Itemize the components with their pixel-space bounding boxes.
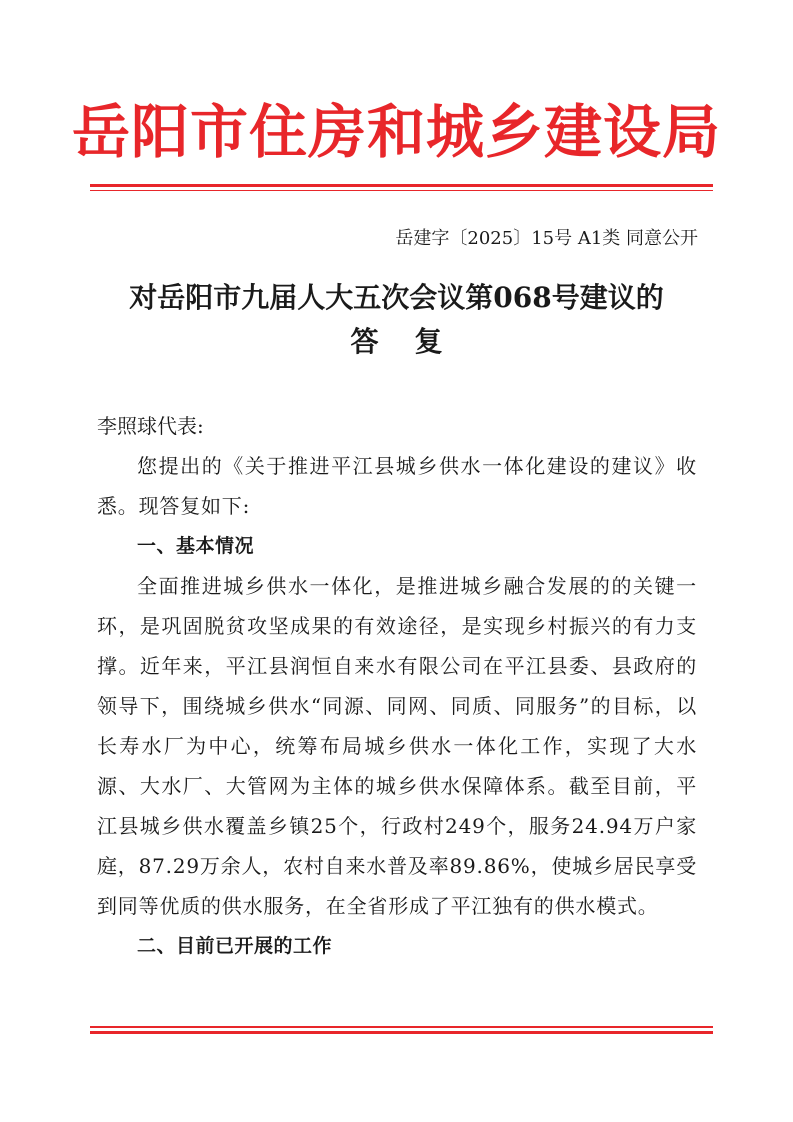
footer-rule-thin bbox=[90, 1026, 713, 1028]
document-title-line1: 对岳阳市九届人大五次会议第068号建议的 bbox=[129, 281, 664, 314]
document-number: 岳建字〔2025〕15号 A1类 同意公开 bbox=[395, 228, 698, 249]
letterhead-rule-thick bbox=[90, 184, 713, 187]
footer-rule-thick bbox=[90, 1031, 713, 1034]
section1-paragraph: 全面推进城乡供水一体化，是推进城乡融合发展的的关键一环，是巩固脱贫攻坚成果的有效途径，是实现乡村振兴的有力支撑。近年来，平江县润恒自来水有限公司在平江县委、县政府的领导下，围绕城乡供水“同源、同网、同质、同服务”的目标，以长寿水厂为中心，统筹布局城乡供水一体化工作，实现了大水源、大水厂、大管网为主体的城乡供水保障体系。截至目前，平江县城乡供水覆盖乡镇25个，行政村249个，服务24.94万户家庭，87.29万余人，农村自来水普及率89.86%，使城乡居民享受到同等优质的供水服务，在全省形成了平江独有的供水模式。 bbox=[97, 574, 697, 918]
document-body bbox=[97, 406, 697, 966]
section1-heading: 一、基本情况 bbox=[137, 535, 255, 557]
letterhead-rule-thin bbox=[90, 190, 713, 191]
section2-heading: 二、目前已开展的工作 bbox=[137, 935, 333, 957]
intro-paragraph: 您提出的《关于推进平江县城乡供水一体化建设的建议》收悉。现答复如下: bbox=[97, 454, 697, 518]
document-title-line2: 答复 bbox=[350, 325, 479, 358]
salutation: 李照球代表: bbox=[97, 414, 204, 438]
letterhead-title: 岳阳市住房和城乡建设局 bbox=[71, 98, 721, 166]
